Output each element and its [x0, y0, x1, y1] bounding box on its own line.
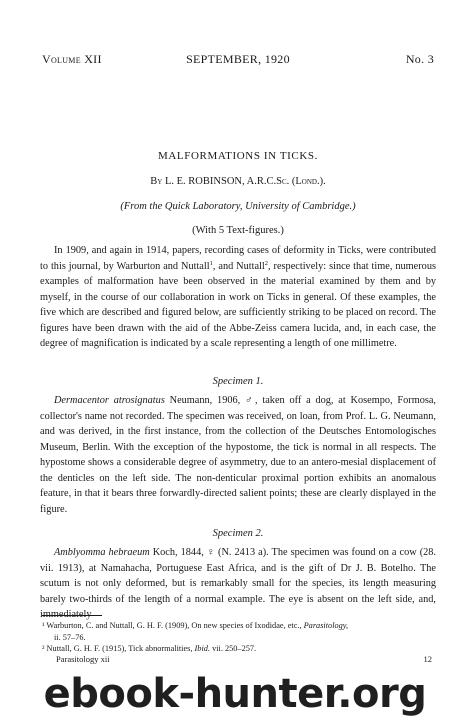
footnote-1-text: ¹ Warburton, C. and Nuttall, G. H. F. (1909), On new species of Ixodidae, etc., [42, 621, 304, 630]
text-figures-note: (With 5 Text-figures.) [192, 225, 284, 236]
watermark-logo: ebook-hunter.org [43, 671, 427, 717]
footer-journal: Parasitology xii [56, 654, 110, 664]
intro-text-2: , and Nuttall [212, 260, 265, 272]
article-affiliation: (From the Quick Laboratory, University of Cambridge.) [120, 201, 356, 212]
article-title: MALFORMATIONS IN TICKS. [158, 150, 318, 162]
specimen-2-text: Koch, 1844, ♀ (N. 2413 a). The specimen was found on a cow (28. vii. 1913), at Namahacha, Portuguese East Africa, and is the gift of Dr J. B. Botelho. The scutum is not only deformed, but is remarkably small for the species, its length measuring barely two-thirds of the length of a normal example. The eye is absent on the left side, and, immediately [40, 547, 436, 620]
specimen-1-species: Dermacentor atrosignatus [54, 395, 165, 406]
footnote-2 [42, 643, 434, 655]
footnote-ref-1: 1 [209, 259, 213, 267]
footer-page-number: 12 [423, 654, 432, 664]
footnote-2-text: ² Nuttall, G. H. F. (1915), Tick abnormalities, [42, 644, 195, 653]
running-head-number: No. 3 [405, 52, 434, 66]
footnotes [42, 620, 434, 655]
specimen-1-text: Neumann, 1906, ♂, taken off a dog, at Kosempo, Formosa, collector's name not recorded. The specimen was received, on loan, from Prof. L. G. Neumann, and was derived, in the first instance, from the collection of the Deutsches Entomologisches Museum, Berlin. With the exception of the hypostome, the tick is normal in all respects. The hypostome shows a considerable degree of asymmetry, due to an antero-mesial displacement of the denticles on the left side. The non-denticular proximal portion exhibits an anomalous feature, in that it bears three forwardly-directed salient points; these are clearly displayed in the figure. [40, 395, 436, 515]
footnote-2-pages: vii. 250–257. [210, 644, 257, 653]
footnote-2-journal: Ibid. [194, 644, 210, 653]
intro-text-1: In 1909, and again in 1914, papers, recording cases of deformity in Ticks, were contributed to this journal, by Warburton and Nuttall [40, 245, 436, 272]
footnote-rule [42, 615, 102, 616]
running-head-volume: Volume XII [42, 52, 102, 66]
running-head-date: SEPTEMBER, 1920 [186, 52, 290, 66]
specimen-2-paragraph [40, 545, 436, 623]
intro-paragraph [40, 243, 436, 352]
footnote-1 [42, 620, 434, 632]
specimen-1-heading: Specimen 1. [212, 376, 264, 387]
specimen-2-species: Amblyomma hebraeum [54, 547, 150, 558]
intro-text-3: , respectively: since that time, numerous examples of malformation have been observed in the material examined by them and by myself, in the course of our collaboration in work on Ticks in general. Of these examples, the five which are described and figured below, are sufficiently striking to be placed on record. The figures have been drawn with the aid of the Abbe-Zeiss camera lucida, and, in each case, the degree of magnification is indicated by a scale representing a length of one millimetre. [40, 260, 436, 349]
footnote-1-continued: ii. 57–76. [54, 632, 86, 642]
specimen-2-heading: Specimen 2. [212, 528, 264, 539]
specimen-1-paragraph [40, 393, 436, 517]
footnote-ref-2: 2 [264, 259, 269, 267]
article-author: By L. E. ROBINSON, A.R.C.Sc. (Lond.). [150, 176, 326, 187]
footnote-1-journal: Parasitology, [303, 621, 349, 630]
